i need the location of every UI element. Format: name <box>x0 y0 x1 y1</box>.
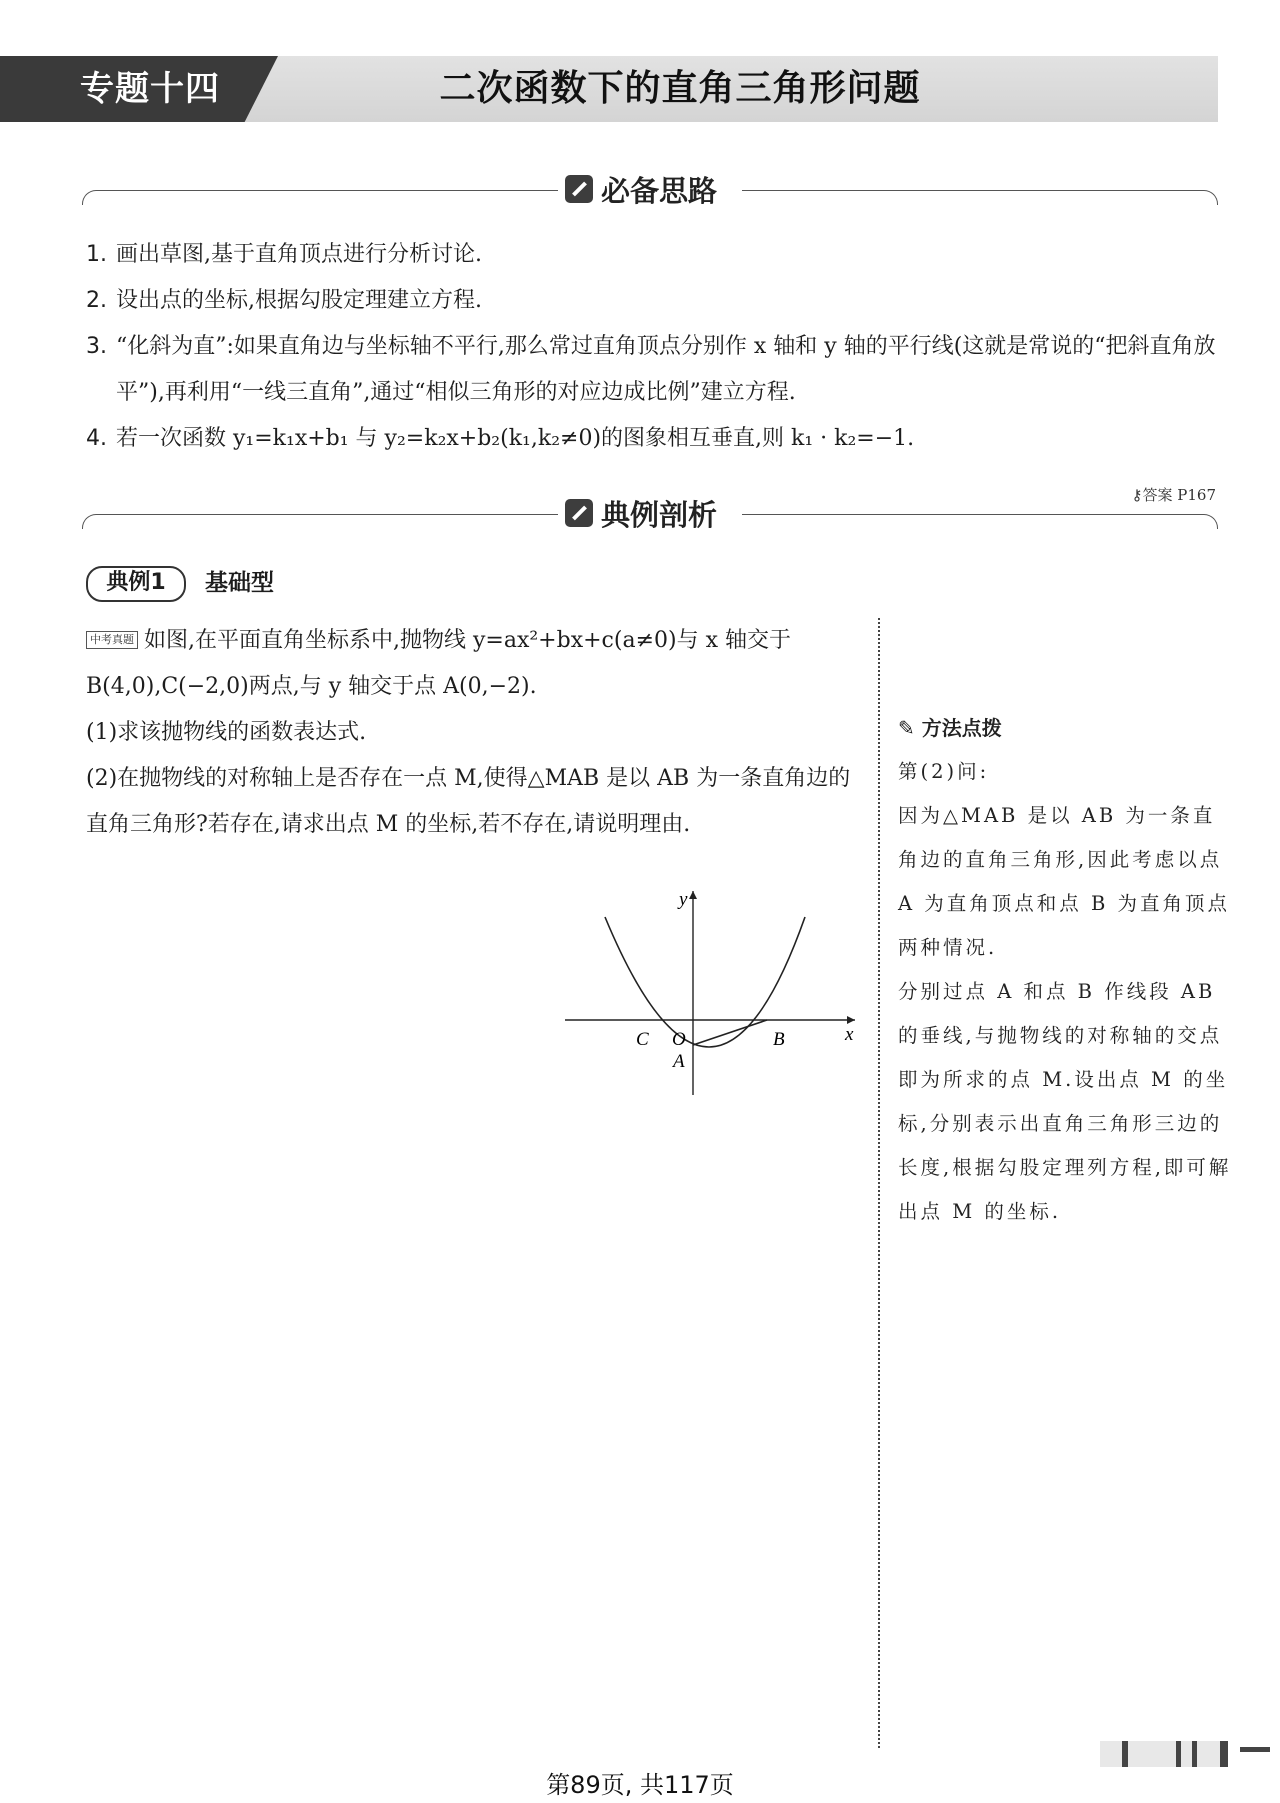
method-tip-heading <box>898 706 1233 750</box>
question-2: (2)在抛物线的对称轴上是否存在一点 M,使得△MAB 是以 AB 为一条直角边的直角三角形?若存在,请求出点 M 的坐标,若不存在,请说明理由. <box>86 766 851 837</box>
guide-number: 4. <box>86 426 107 451</box>
method-tip-subheading: 第(2)问: <box>898 760 990 783</box>
method-tip-paragraph: 因为△MAB 是以 AB 为一条直角边的直角三角形,因此考虑以点 A 为直角顶点和点 B 为直角顶点两种情况. <box>898 804 1231 959</box>
guide-text: 画出草图,基于直角顶点进行分析讨论. <box>116 242 482 267</box>
page-title: 二次函数下的直角三角形问题 <box>439 68 921 109</box>
guide-text: 设出点的坐标,根据勾股定理建立方程. <box>116 288 482 313</box>
guide-number: 1. <box>86 242 107 267</box>
section-heading-examples <box>565 493 775 533</box>
pencil-icon <box>565 499 593 527</box>
guide-number: 3. <box>86 334 107 359</box>
guide-item <box>86 324 1236 416</box>
guide-number: 2. <box>86 288 107 313</box>
parabola-curve <box>605 917 805 1047</box>
method-tip <box>898 706 1233 1234</box>
section-heading-text: 必备思路 <box>601 173 718 208</box>
column-divider <box>878 618 880 1748</box>
topic-tag: 专题十四 <box>80 69 220 109</box>
question-1: (1)求该抛物线的函数表达式. <box>86 720 367 745</box>
problem <box>86 618 861 848</box>
example-tag: 典例1 <box>86 566 186 602</box>
section-heading-thinking <box>565 169 775 209</box>
point-c-label: C <box>636 1029 649 1050</box>
y-axis-arrow-icon <box>689 891 697 899</box>
page-number: 第89页, 共117页 <box>546 1771 734 1799</box>
guide-list <box>86 232 1236 462</box>
origin-label: O <box>672 1029 686 1050</box>
example-type: 基础型 <box>205 570 274 596</box>
guide-item <box>86 416 1236 462</box>
section-heading-text: 典例剖析 <box>601 497 718 532</box>
x-axis-arrow-icon <box>847 1016 855 1024</box>
pencil-icon <box>565 175 593 203</box>
key-icon: ⚷ <box>1131 486 1143 504</box>
guide-item <box>86 278 1236 324</box>
answer-reference-text: 答案 P167 <box>1142 486 1216 504</box>
method-tip-title: 方法点拨 <box>921 716 1002 740</box>
guide-item <box>86 232 1236 278</box>
problem-stem <box>86 618 861 710</box>
guide-text: 若一次函数 y₁=k₁x+b₁ 与 y₂=k₂x+b₂(k₁,k₂≠0)的图象相互垂直,则 k₁ · k₂=−1. <box>116 426 915 451</box>
point-a-label: A <box>673 1051 685 1072</box>
parabola-graph <box>555 885 865 1110</box>
x-axis-label: x <box>845 1024 854 1045</box>
method-tip-paragraph: 分别过点 A 和点 B 作线段 AB 的垂线,与抛物线的对称轴的交点即为所求的点 M.设出点 M 的坐标,分别表示出直角三角形三边的长度,根据勾股定理列方程,即可解出点 M 的坐标. <box>898 980 1232 1223</box>
source-badge: 中考真题 <box>86 631 138 649</box>
pencil-icon: ✎ <box>898 716 915 740</box>
problem-stem-text: 如图,在平面直角坐标系中,抛物线 y=ax²+bx+c(a≠0)与 x 轴交于 B(4,0),C(−2,0)两点,与 y 轴交于点 A(0,−2). <box>86 628 791 699</box>
point-b-label: B <box>773 1029 785 1050</box>
guide-text: “化斜为直”:如果直角边与坐标轴不平行,那么常过直角顶点分别作 x 轴和 y 轴的平行线(这就是常说的“把斜直角放平”),再利用“一线三直角”,通过“相似三角形的对应边成比例”建立方程. <box>116 334 1216 405</box>
y-axis-label: y <box>679 889 688 910</box>
